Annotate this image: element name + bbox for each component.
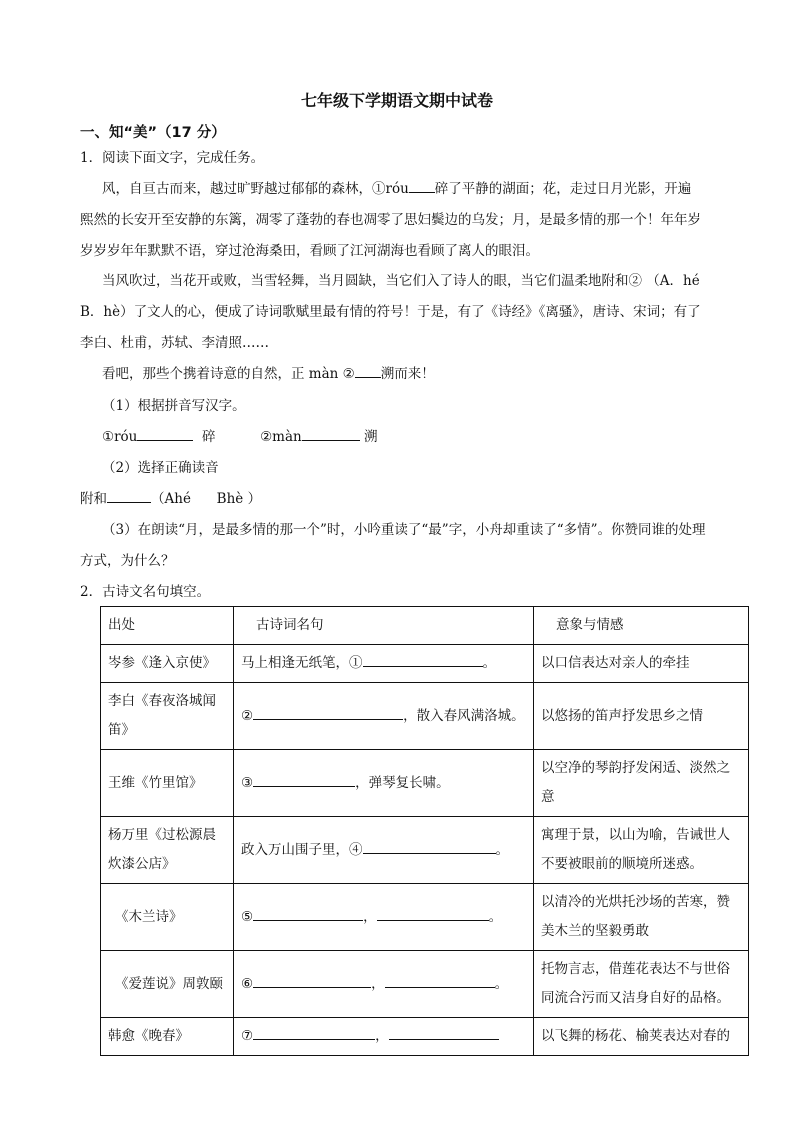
answer-blank[interactable] [363,841,496,854]
subquestion-3-line: 方式，为什么？ [80,553,175,569]
source-cell: 《木兰诗》 [101,884,234,951]
passage-line: 李白、杜甫，苏轼、李清照…… [80,335,269,351]
options: （Ahé Bhè ） [151,491,262,507]
blank-number: ③ [241,774,254,791]
question-2-prompt [80,580,210,600]
verse-text: ， [363,908,377,925]
passage-line [102,362,435,382]
meaning-cell: 以飞舞的杨花、榆荚表达对春的 [534,1018,749,1056]
answer-blank[interactable] [355,365,381,378]
source-cell: 岑参《逢入京使》 [101,645,234,683]
verse-cell [234,884,534,951]
answer-blank[interactable] [377,908,489,921]
verse-text: ，散入春风满洛城。 [403,707,525,724]
answer-blank[interactable] [253,774,355,787]
pinyin-marker: ②màn [260,429,302,445]
blank-number: ② [241,707,254,724]
verse-cell [234,750,534,817]
answer-blank[interactable] [409,180,435,193]
passage-line: 当风吹过，当花开或败，当雪轻舞，当月圆缺，当它们入了诗人的眼，当它们温柔地附和② （A．hé [102,273,700,289]
word: 附和 [80,491,107,507]
passage-line: 熙然的长安开至安静的东篱，凋零了蓬勃的春也凋零了思妇鬓边的乌发；月，是最多情的那一个！年年岁 [80,212,701,228]
question-number: 2． [80,584,103,600]
passage-text: 看吧，那些个携着诗意的自然，正 màn ② [102,366,355,382]
answer-blank[interactable] [389,1027,499,1040]
table-header: 出处 [101,607,234,645]
question-1-prompt [80,146,264,166]
answer-blank[interactable] [363,654,483,667]
meaning-cell: 以口信表达对亲人的牵挂 [534,645,749,683]
subquestion-1-label: （1）根据拼音写汉字。 [102,398,246,414]
table-header: 古诗词名句 [234,607,534,645]
source-cell: 李白《春夜洛城闻笛》 [101,683,234,750]
table-row [101,645,749,683]
table-row [101,1018,749,1056]
verse-cell [234,817,534,884]
verse-cell [234,645,534,683]
section-heading: 一、知“美”（17 分） [80,125,226,141]
subquestion-3-line: （3）在朗读“月，是最多情的那一个”时，小吟重读了“最”字，小舟却重读了“多情”。你赞同谁的处理 [102,522,706,538]
subquestion-2-label: （2）选择正确读音 [102,460,219,476]
pinyin-marker: ①róu [102,429,138,445]
subquestion-1-answers [102,425,378,445]
source-cell: 王维《竹里馆》 [101,750,234,817]
meaning-cell: 以悠扬的笛声抒发思乡之情 [534,683,749,750]
answer-blank[interactable] [253,908,363,921]
answer-blank[interactable] [302,428,360,441]
question-text: 古诗文名句填空。 [102,584,211,600]
poem-table [100,606,749,1056]
table-row [101,750,749,817]
source-cell: 韩愈《晚春》 [101,1018,234,1056]
verse-text: 。 [488,908,503,925]
answer-blank[interactable] [253,707,403,720]
passage-line [102,177,691,197]
table-row [101,683,749,750]
table-header: 意象与情感 [534,607,749,645]
table-body [101,645,749,1056]
blank-number: ⑤ [241,908,254,925]
passage-line: 岁岁岁年年默默不语，穿过沧海桑田，看顾了江河湖海也看顾了离人的眼泪。 [80,243,539,259]
verse-cell [234,951,534,1018]
passage-text: 风，自亘古而来，越过旷野越过郁郁的森林， [102,181,372,197]
passage-line: B．hè）了文人的心，便成了诗词歌赋里最有情的符号！于是，有了《诗经》《离骚》，唐诗、宋词；有了 [80,304,701,320]
blank-number: ① [349,655,363,671]
page-title: 七年级下学期语文期中试卷 [300,91,493,110]
meaning-cell: 以清冷的光烘托沙场的苦寒，赞美木兰的坚毅勇敢 [534,884,749,951]
given-char: 碎 [201,429,216,445]
table-header-row [101,607,749,645]
table-row [101,817,749,884]
answer-blank[interactable] [385,975,495,988]
table-row [101,951,749,1018]
answer-blank[interactable] [253,1027,375,1040]
blank-number: ⑦ [241,1028,254,1044]
answer-blank[interactable] [137,428,193,441]
verse-text: 政入万山围子里， [241,841,349,858]
answer-blank[interactable] [253,975,371,988]
verse-text: 。 [482,655,496,671]
table-row [101,884,749,951]
blank-number: ④ [349,841,363,858]
blank-number: ⑥ [241,975,254,992]
passage-text: 碎了平静的湖面；花，走过日月光影，开遍 [434,181,692,197]
meaning-cell: 以空净的琴韵抒发闲适、淡然之意 [534,750,749,817]
meaning-cell: 托物言志，借莲花表达不与世俗同流合污而又洁身自好的品格。 [534,951,749,1018]
verse-cell [234,683,534,750]
verse-text: 马上相逢无纸笔， [241,655,349,671]
question-number: 1． [80,150,103,166]
subquestion-2-answer [80,487,261,507]
passage-text: 溯而来！ [380,366,435,382]
verse-cell [234,1018,534,1056]
verse-text: 。 [495,841,509,858]
answer-blank[interactable] [107,490,151,503]
verse-text: ，弹琴复长啸。 [355,774,450,791]
source-cell: 《爱莲说》周敦颐 [101,951,234,1018]
question-text: 阅读下面文字，完成任务。 [102,150,265,166]
verse-text: ， [375,1028,389,1044]
verse-text: 。 [494,975,509,992]
given-char: 溯 [364,429,378,445]
pinyin-marker: ①róu [372,181,409,197]
source-cell: 杨万里《过松源晨炊漆公店》 [101,817,234,884]
verse-text: ， [371,975,385,992]
meaning-cell: 寓理于景，以山为喻，告诫世人不要被眼前的顺境所迷惑。 [534,817,749,884]
